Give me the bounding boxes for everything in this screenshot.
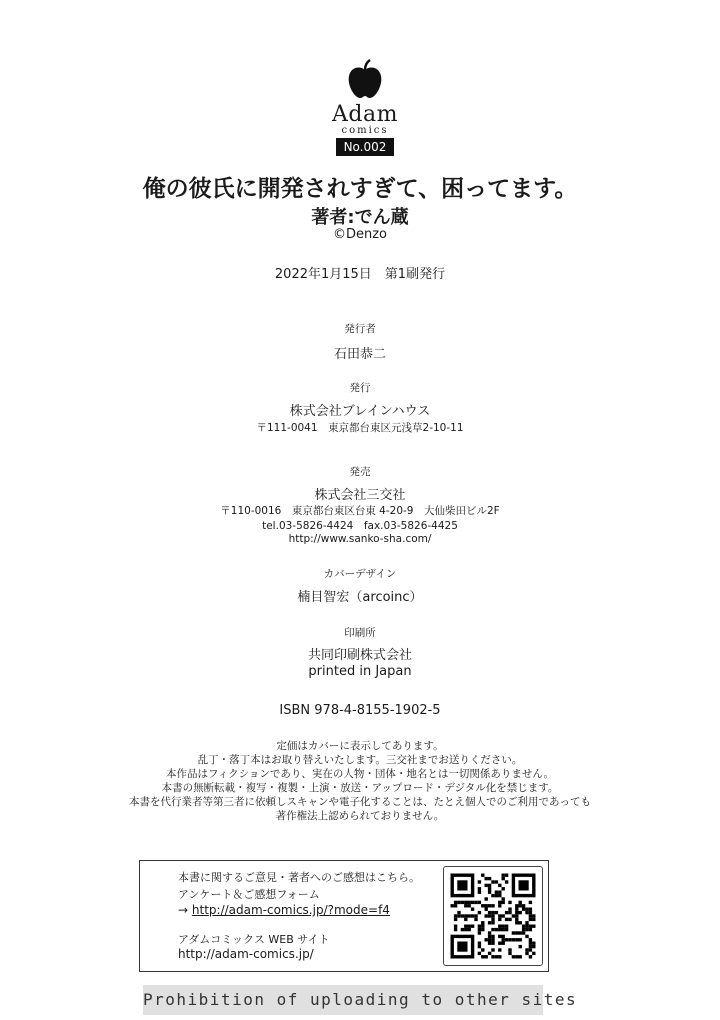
notice-line: 定価はカバーに表示してあります。 xyxy=(276,740,444,752)
seller-company: 株式会社三交社 xyxy=(314,488,406,503)
seller-label: 発売 xyxy=(349,466,371,478)
feedback-intro: 本書に関するご意見・著者へのご感想はこちら。 xyxy=(178,871,420,884)
imprint-logo xyxy=(320,58,410,156)
printing-company: 共同印刷株式会社 xyxy=(307,648,412,663)
book-title: 俺の彼氏に開発されすぎて、困ってます。 xyxy=(142,176,578,202)
survey-form-link[interactable]: http://adam-comics.jp/?mode=f4 xyxy=(191,903,390,917)
cover-design-label: カバーデザイン xyxy=(323,568,397,580)
publisher-person-name: 石田恭二 xyxy=(333,347,386,362)
series-number-badge: No.002 xyxy=(336,138,395,156)
website-link[interactable]: http://adam-comics.jp/ xyxy=(178,947,314,961)
notice-line: 著作権法上認められておりません。 xyxy=(275,810,445,822)
apple-icon xyxy=(343,58,387,102)
cover-design-name: 楠目智宏（arcoinc） xyxy=(297,590,423,605)
issuer-label: 発行 xyxy=(349,382,371,394)
copyright: ©Denzo xyxy=(332,227,388,242)
arrow-icon: → xyxy=(178,903,189,917)
feedback-box xyxy=(139,860,549,972)
printing-label: 印刷所 xyxy=(344,627,376,639)
notice-line: 本書の無断転載・複写・複製・上演・放送・アップロード・デジタル化を禁じます。 xyxy=(161,782,559,794)
isbn: ISBN 978-4-8155-1902-5 xyxy=(279,703,441,718)
brand-name: Adam xyxy=(332,102,398,127)
seller-url[interactable]: http://www.sanko-sha.com/ xyxy=(288,533,432,545)
notice-line: 本作品はフィクションであり、実在の人物・団体・地名とは一切関係ありません。 xyxy=(165,768,555,780)
printing-country: printed in Japan xyxy=(308,664,412,679)
qr-code-icon[interactable] xyxy=(443,866,543,966)
publication-date: 2022年1月15日 第1刷発行 xyxy=(274,267,446,282)
issuer-company: 株式会社ブレインハウス xyxy=(289,404,431,419)
issuer-address: 〒111-0041 東京都台東区元浅草2-10-11 xyxy=(256,422,464,434)
notice-line: 乱丁・落丁本はお取り替えいたします。三交社までお送りください。 xyxy=(197,754,523,766)
seller-address: 〒110-0016 東京都台東区台東 4-20-9 大仙柴田ビル2F xyxy=(220,505,500,517)
website-label: アダムコミックス WEB サイト xyxy=(178,933,330,946)
brand-subtitle: comics xyxy=(341,125,389,136)
survey-form-label: アンケート＆ご感想フォーム xyxy=(178,888,320,901)
publisher-person-label: 発行者 xyxy=(344,323,376,335)
notice-line: 本書を代行業者等第三者に依頼しスキャンや電子化することは、たとえ個人でのご利用であっても xyxy=(129,796,591,808)
upload-prohibition-banner: Prohibition of uploading to other sites xyxy=(143,985,543,1015)
seller-phone: tel.03-5826-4424 fax.03-5826-4425 xyxy=(262,520,458,532)
author: 著者:でん蔵 xyxy=(311,207,409,228)
survey-form-link-row xyxy=(178,903,390,917)
